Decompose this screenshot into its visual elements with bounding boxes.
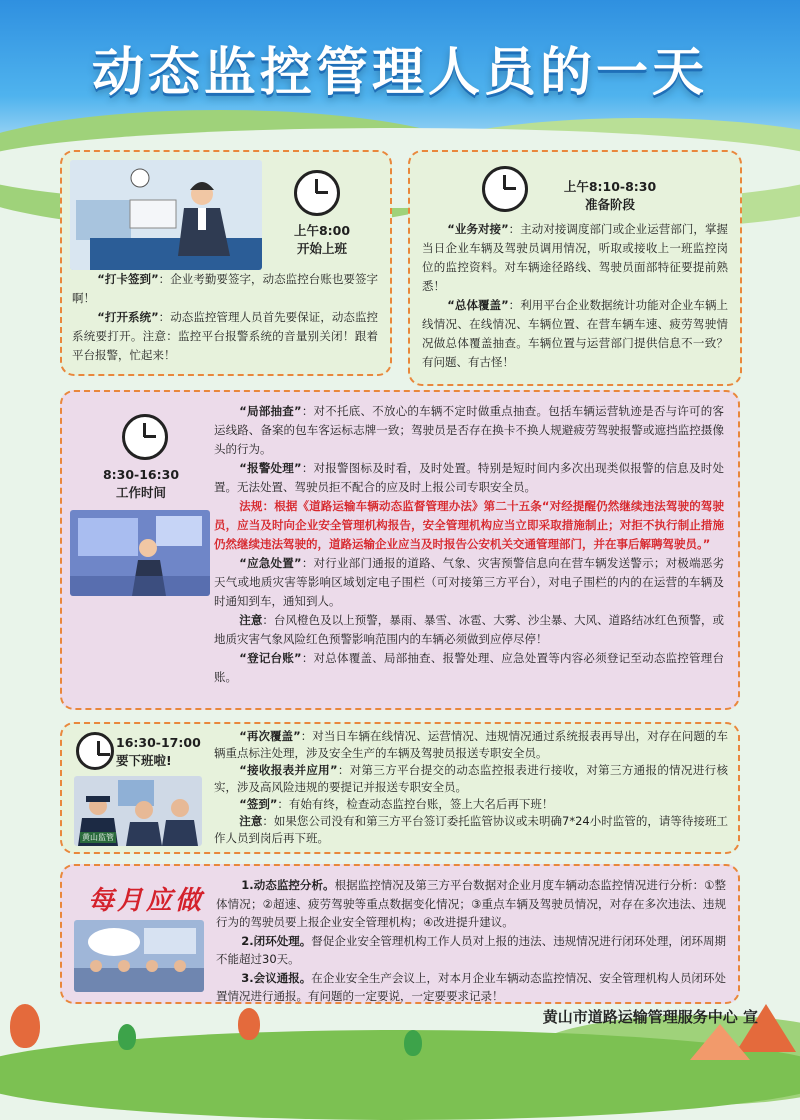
time-text: 上午8:10-8:30 [563,179,657,194]
paragraph [216,876,726,932]
time-text: 8:30-16:30 [102,467,180,482]
term: “报警处理” [239,461,302,475]
meeting-illustration [74,920,204,992]
term: “应急处置” [239,556,302,570]
tree-icon [10,1004,40,1048]
text: ：动态监控管理人员首先要保证，动态监控系统要打开。注意：监控平台报警系统的音量别关闭！跟着平台报警，忙起来！ [72,310,378,362]
tree-icon [238,1008,260,1040]
text: ：对不托底、不放心的车辆不定时做重点抽查。包括车辆运营轨迹是否与许可的客运线路、备案的包车客运标志牌一致；驾驶员是否存在换卡不换人规避疲劳驾驶报警或遮挡监控摄像头的行为。 [214,404,724,456]
term: 注意 [239,814,263,828]
text: ：对行业部门通报的道路、气象、灾害预警信息向在营车辆发送警示；对极端恶劣天气或地质灾害等影响区域划定电子围栏（可对接第三方平台），对电子围栏的内的在运营的车辆及时通知到车，通知到人。 [214,556,724,608]
text: ：如果您公司没有和第三方平台签订委托监管协议或未明确7*24小时监管的，请等待接班工作人员到岗后再下班。 [214,814,729,845]
text: 根据监控情况及第三方平台数据对企业月度车辆动态监控情况进行分析：①整体情况；②超速、疲劳驾驶等重点数据变化情况；③重点车辆及驾驶员情况，对存在多次违法、违规行为的驾驶员要上报企业安全管理机构；④改进提升建议。 [216,878,726,929]
clock-icon [76,732,114,770]
phone-worker-illustration [70,510,210,596]
monthly-text [216,876,726,1006]
term: 注意 [239,613,263,627]
text: 在企业安全生产会议上，对本月企业车辆动态监控情况、安全管理机构人员闭环处置情况进行通报。有问题的一定要说，一定要要求记录！ [216,970,726,1003]
paragraph [72,270,378,308]
card-text [72,270,378,365]
paragraph [72,308,378,365]
paragraph [422,220,728,296]
paragraph [214,459,724,497]
paragraph [214,611,724,649]
card-work-hours [60,390,740,710]
paragraph [214,649,724,687]
paragraph [214,796,728,813]
paragraph [214,402,724,459]
term: “签到” [239,797,278,811]
clock-icon [122,414,168,460]
law-paragraph: 法规：根据《道路运输车辆动态监督管理办法》第二十五条“对经提醒仍然继续违法驾驶的驾驶员，应当及时向企业安全管理机构报告，安全管理机构应当立即采取措施制止；对拒不执行制止措施仍然继续违法驾驶的，道路运输企业应当及时报告公安机关交通管理部门，并在事后解聘驾驶员。” [214,499,724,551]
tree-icon [118,1024,136,1050]
clock-icon [482,166,528,212]
text: ：对第三方平台提交的动态监控报表进行接收，对第三方通报的情况进行核实，涉及高风险违规的要提记并报送专职安全员。 [214,763,728,794]
phone-worker-illustration-svg [70,510,210,596]
term: “接收报表并应用” [239,763,338,777]
police-illustration [74,776,202,846]
text: ：企业考勤要签字，动态监控台账也要签字啊！ [72,272,378,305]
paragraph [422,296,728,372]
paragraph [216,969,726,1006]
page-title: 动态监控管理人员的一天 [91,43,708,103]
card-text [214,728,728,847]
term: “业务对接” [447,222,509,236]
paragraph [214,813,728,847]
text: ：有始有终，检查动态监控台账，签上大名后再下班！ [277,797,554,811]
time-caption: 要下班啦! [116,753,172,768]
time-caption: 准备阶段 [584,197,635,212]
tree-icon [404,1030,422,1056]
clock-icon [294,170,340,216]
time-label [76,466,206,502]
time-label [116,734,212,770]
term: “登记台账” [239,651,302,665]
monthly-heading: 每月应做 [88,886,205,916]
footer-credit: 黄山市道路运输管理服务中心 宣 [542,1008,758,1026]
text: 督促企业安全管理机构工作人员对上报的违法、违规情况进行闭环处理，闭环周期不能超过30天。 [216,933,726,966]
paragraph [214,762,728,796]
card-preparation [408,150,742,386]
office-worker-illustration [70,160,262,270]
term: “再次覆盖” [239,729,301,743]
time-label [262,222,382,258]
card-start-work [60,150,392,376]
text: ：对当日车辆在线情况、运营情况、违规情况通过系统报表再导出，对存在问题的车辆重点标注处理，涉及安全生产的车辆及驾驶员报送专职安全员。 [214,729,728,760]
text: ：台风橙色及以上预警，暴雨、暴雪、冰雹、大雾、沙尘暴、大风、道路结冰红色预警，或地质灾害气象风险红色预警影响范围内的车辆必须做到应停尽停！ [214,613,725,646]
paragraph [214,728,728,762]
term: “打卡签到” [97,272,159,286]
time-text: 上午8:00 [293,223,351,238]
term: “打开系统” [97,310,159,324]
term: “局部抽查” [239,404,302,418]
text: ：利用平台企业数据统计功能对企业车辆上线情况、在线情况、车辆位置、在营车辆车速、疲劳驾驶情况做总体覆盖抽查。车辆位置与运营部门提供信息不一致？有问题、有古怪！ [422,298,728,369]
paragraph [216,932,726,969]
mountain-icon [690,1024,750,1060]
paragraph [214,554,724,611]
card-text [214,402,724,687]
text: ：对报警图标及时看，及时处置。特别是短时间内多次出现类似报警的信息及时处置。无法处置、驾驶员拒不配合的应及时上报公司专职安全员。 [214,461,724,494]
card-end-of-day [60,722,740,854]
time-caption: 工作时间 [115,485,166,500]
term: “总体覆盖” [447,298,509,312]
meeting-illustration-svg [74,920,204,992]
office-worker-illustration-svg [70,160,262,270]
term: 3.会议通报。 [241,970,312,985]
term: 1.动态监控分析。 [241,878,335,892]
card-text [422,220,728,372]
time-text: 16:30-17:00 [116,735,201,750]
police-badge: 黄山监管 [82,833,114,842]
time-label [550,178,670,214]
time-caption: 开始上班 [296,241,347,256]
text: ：对总体覆盖、局部抽查、报警处理、应急处置等内容必须登记至动态监控管理台账。 [214,651,724,684]
term: 2.闭环处理。 [241,933,312,948]
text: ：主动对接调度部门或企业运营部门，掌握当日企业车辆及驾驶员调用情况，听取或接收上一班监控岗位的监控资料。对车辆途径路线、驾驶员面部特征要提前熟悉！ [422,222,728,293]
